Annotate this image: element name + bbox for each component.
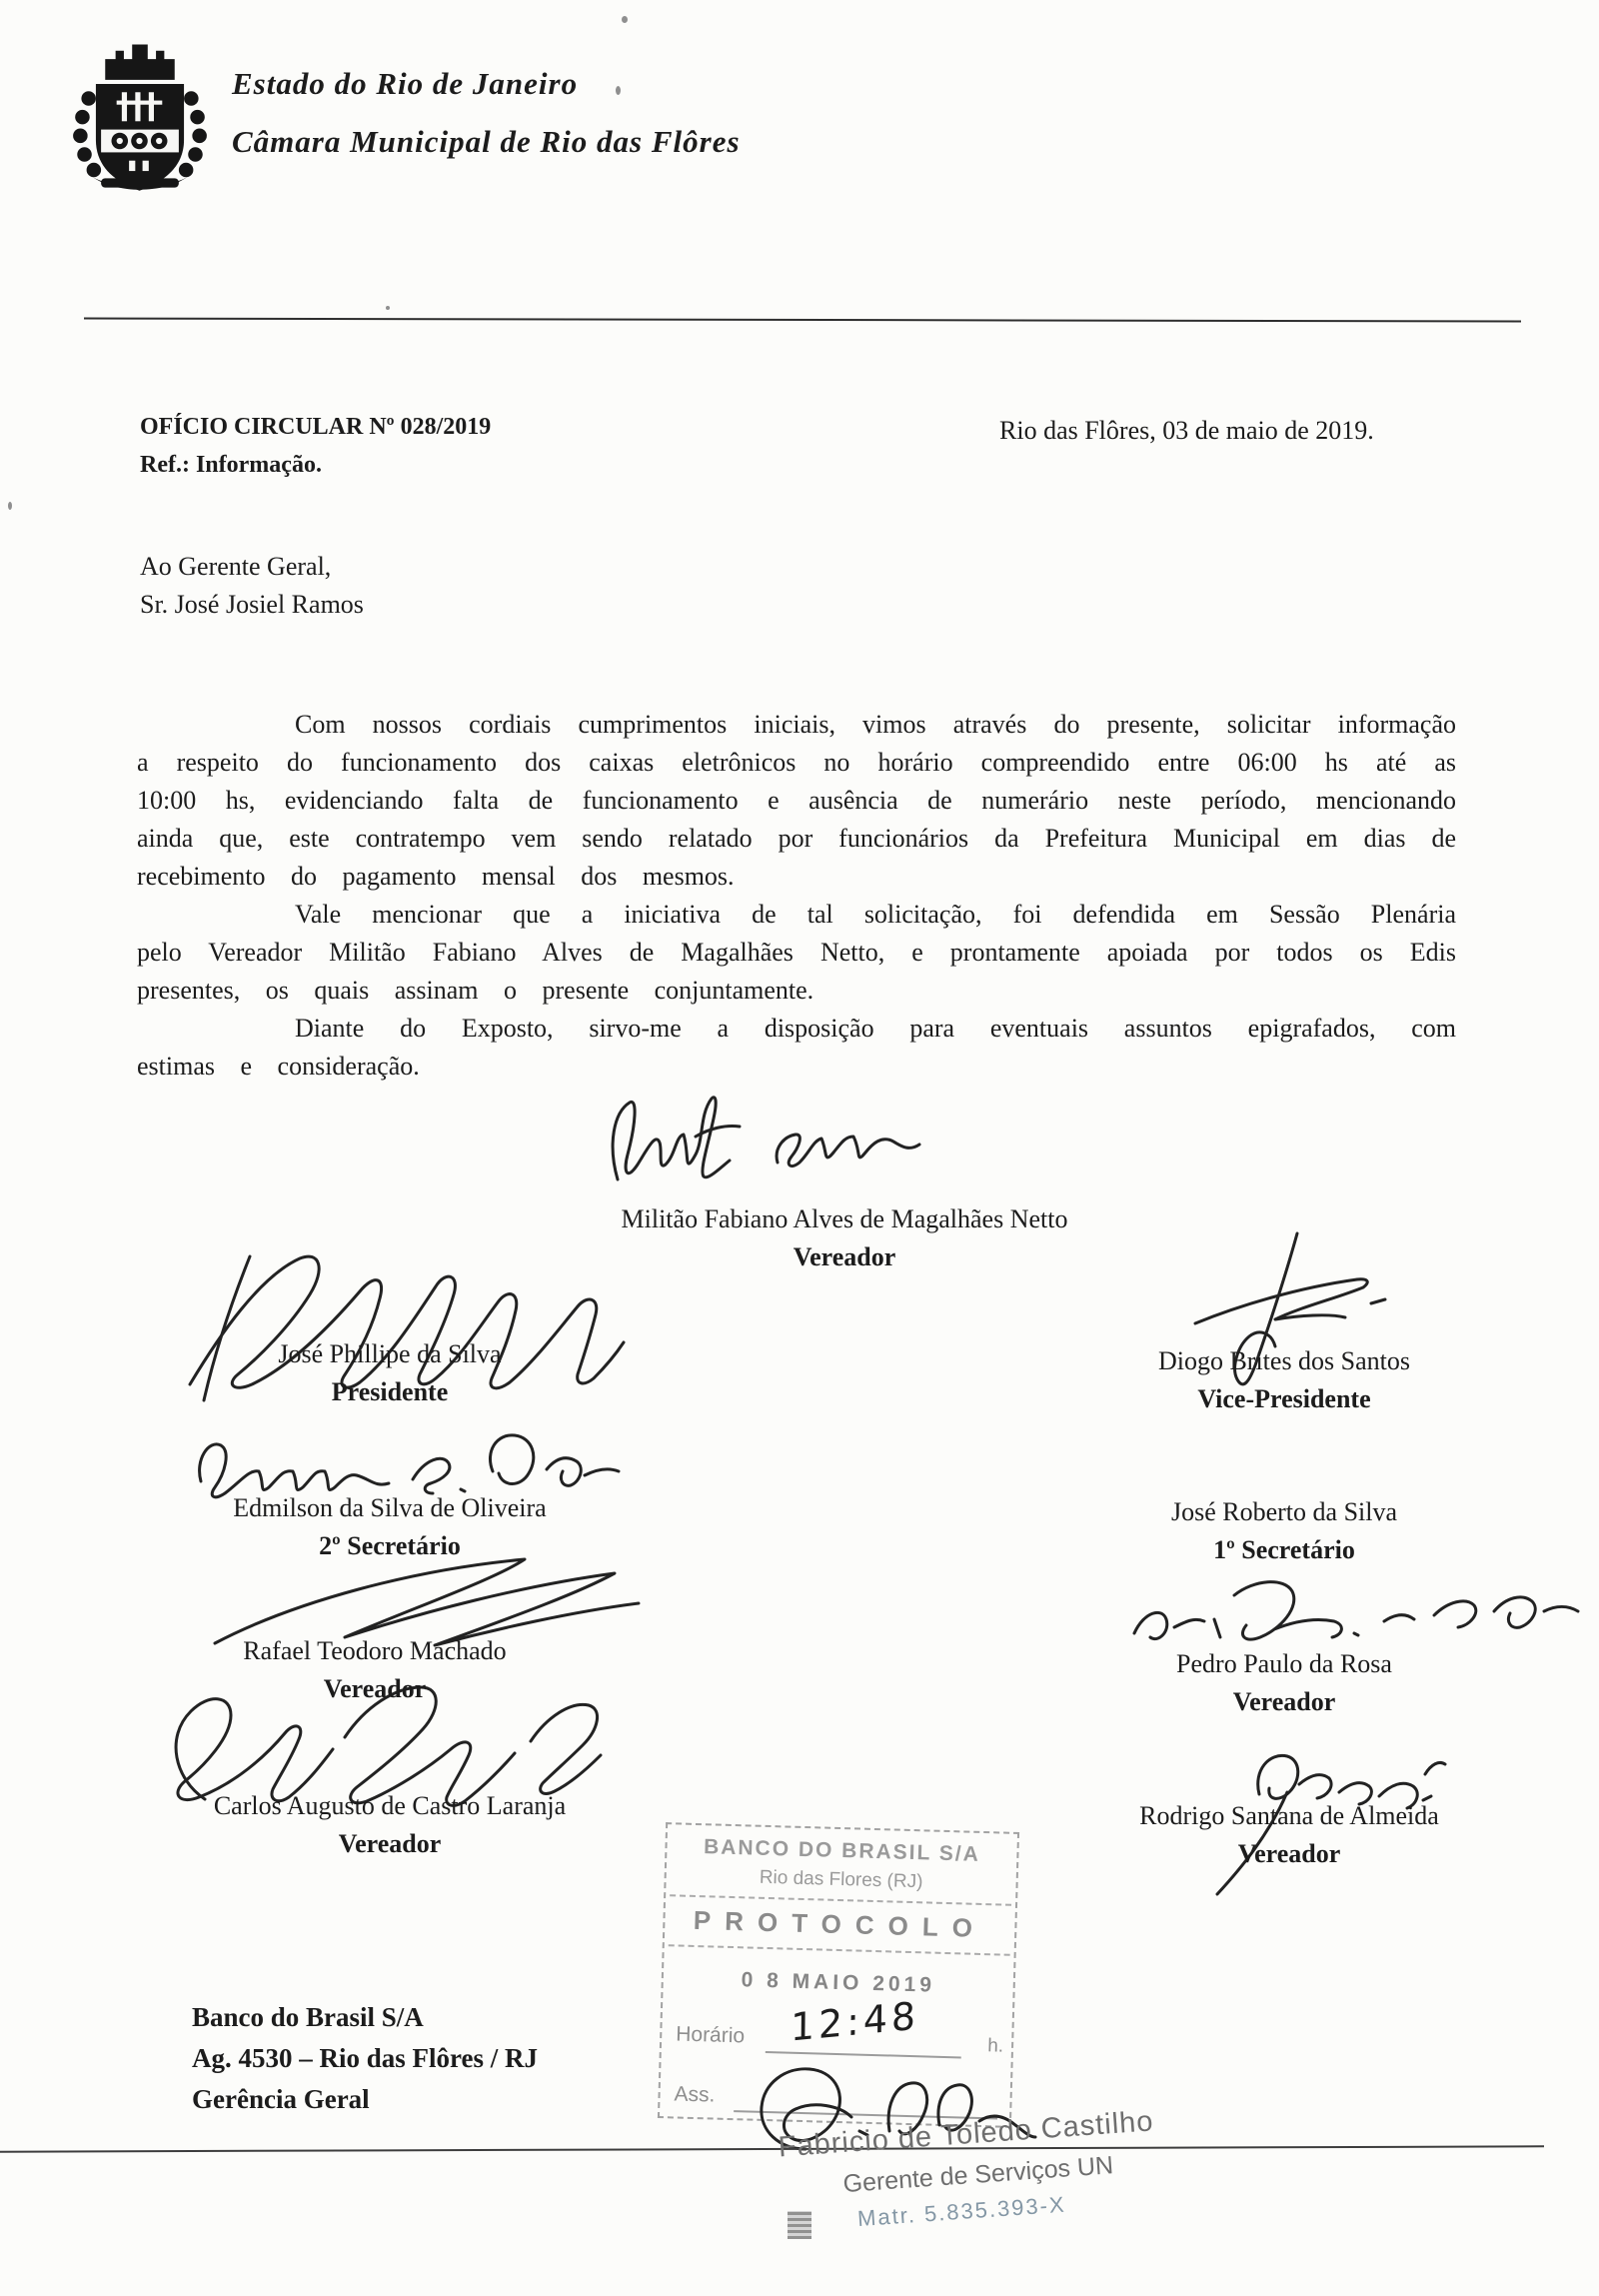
bank-agency: Ag. 4530 – Rio das Flôres / RJ xyxy=(192,2043,539,2073)
signer-block-vice-presidente xyxy=(1054,1344,1514,1416)
stamp-city: Rio das Flores (RJ) xyxy=(759,1866,923,1893)
signer-name: José Phillipe da Silva xyxy=(278,1339,502,1368)
bank-name: Banco do Brasil S/A xyxy=(192,2002,424,2032)
dateline: Rio das Flôres, 03 de maio de 2019. xyxy=(999,416,1374,445)
stamp-divider xyxy=(669,1944,1010,1956)
letter-body xyxy=(137,706,1456,1086)
body-paragraph-2: Vale mencionar que a iniciativa de tal solicitação, foi defendida em Sessão Plenária pelo Vereador Militão Fabiano Alves de Magalhães Netto, e prontamente apoiada por todos os Edis presentes, os quais assinam o presente conjuntamente. xyxy=(137,900,1456,1005)
letterhead-organization: Câmara Municipal de Rio das Flôres xyxy=(232,124,741,159)
main-signer-name: Militão Fabiano Alves de Magalhães Netto xyxy=(621,1204,1068,1233)
stamp-bank-name: BANCO DO BRASIL S/A xyxy=(703,1835,981,1866)
recipient-name: Sr. José Josiel Ramos xyxy=(140,590,364,619)
scan-artifact xyxy=(622,16,628,23)
stamp-signature-label: Ass. xyxy=(674,2082,716,2107)
signer-title: 2º Secretário xyxy=(319,1531,461,1560)
signer-title: Vereador xyxy=(338,1829,442,1858)
signer-block-carlos xyxy=(130,1789,650,1861)
doc-ref: Ref.: Informação. xyxy=(140,452,322,478)
signer-block-rafael xyxy=(145,1634,605,1706)
signer-block-rodrigo xyxy=(1039,1799,1539,1871)
signer-name: José Roberto da Silva xyxy=(1170,1497,1398,1526)
stamp-divider xyxy=(670,1894,1011,1906)
body-paragraph-3: Diante do Exposto, sirvo-me a disposição para eventuais assuntos epigrafados, com estimas e consideração. xyxy=(137,1014,1456,1081)
signer-block-pedro xyxy=(1054,1647,1514,1719)
bank-department: Gerência Geral xyxy=(192,2084,370,2114)
stamp-chip-icon xyxy=(788,2211,811,2239)
officer-registration: Matr. 5.835.393-X xyxy=(856,2191,1067,2232)
signature-militao xyxy=(600,1085,929,1194)
header-divider xyxy=(84,317,1521,322)
scan-artifact xyxy=(386,306,390,310)
signer-title: 1º Secretário xyxy=(1213,1535,1355,1564)
coat-of-arms-icon xyxy=(70,34,210,192)
signer-block-primeiro-secretario xyxy=(1054,1495,1514,1567)
signer-name: Carlos Augusto de Castro Laranja xyxy=(213,1791,567,1820)
doc-number: OFÍCIO CIRCULAR Nº 028/2019 xyxy=(140,414,492,440)
signer-name: Rodrigo Santana de Almeida xyxy=(1139,1801,1439,1830)
signer-title: Vereador xyxy=(1237,1839,1341,1868)
stamp-time-label: Horário xyxy=(675,2022,746,2048)
scan-artifact xyxy=(616,86,621,95)
signer-block-segundo-secretario xyxy=(140,1491,640,1563)
signer-name: Rafael Teodoro Machado xyxy=(243,1636,507,1665)
stamp-time-suffix: h. xyxy=(986,2035,1004,2057)
stamp-title: PROTOCOLO xyxy=(693,1904,987,1944)
stamp-date: 0 8 MAIO 2019 xyxy=(741,1968,936,1997)
signer-title: Vereador xyxy=(1232,1687,1336,1716)
signer-title: Vereador xyxy=(323,1674,427,1703)
stamp-handwritten-time: 12:48 xyxy=(790,1993,920,2050)
main-signer-title: Vereador xyxy=(793,1242,896,1271)
signer-name: Pedro Paulo da Rosa xyxy=(1176,1649,1392,1678)
officer-name: Fabricio de Toledo Castilho xyxy=(777,2105,1155,2164)
scan-artifact xyxy=(8,502,12,510)
recipient-salutation: Ao Gerente Geral, xyxy=(140,552,332,581)
letterhead-state: Estado do Rio de Janeiro xyxy=(232,66,579,101)
signer-name: Edmilson da Silva de Oliveira xyxy=(233,1493,547,1522)
signer-name: Diogo Brites dos Santos xyxy=(1157,1346,1411,1375)
signer-title: Presidente xyxy=(331,1377,449,1406)
signer-title: Vice-Presidente xyxy=(1197,1384,1371,1413)
officer-title: Gerente de Serviços UN xyxy=(841,2151,1114,2199)
bank-address-block xyxy=(192,1997,538,2120)
signer-block-presidente xyxy=(160,1337,620,1409)
body-paragraph-1: Com nossos cordiais cumprimentos iniciais, vimos através do presente, solicitar informação a respeito do funcionamento dos caixas eletrônicos no horário compreendido entre 06:00 hs até as 10:00 hs, evidenciando falta de funcionamento e ausência de numerário neste período, mencionando ainda que, este contratempo vem sendo relatado por funcionários da Prefeitura Municipal em dias de recebimento do pagamento mensal dos mesmos. xyxy=(137,710,1456,891)
